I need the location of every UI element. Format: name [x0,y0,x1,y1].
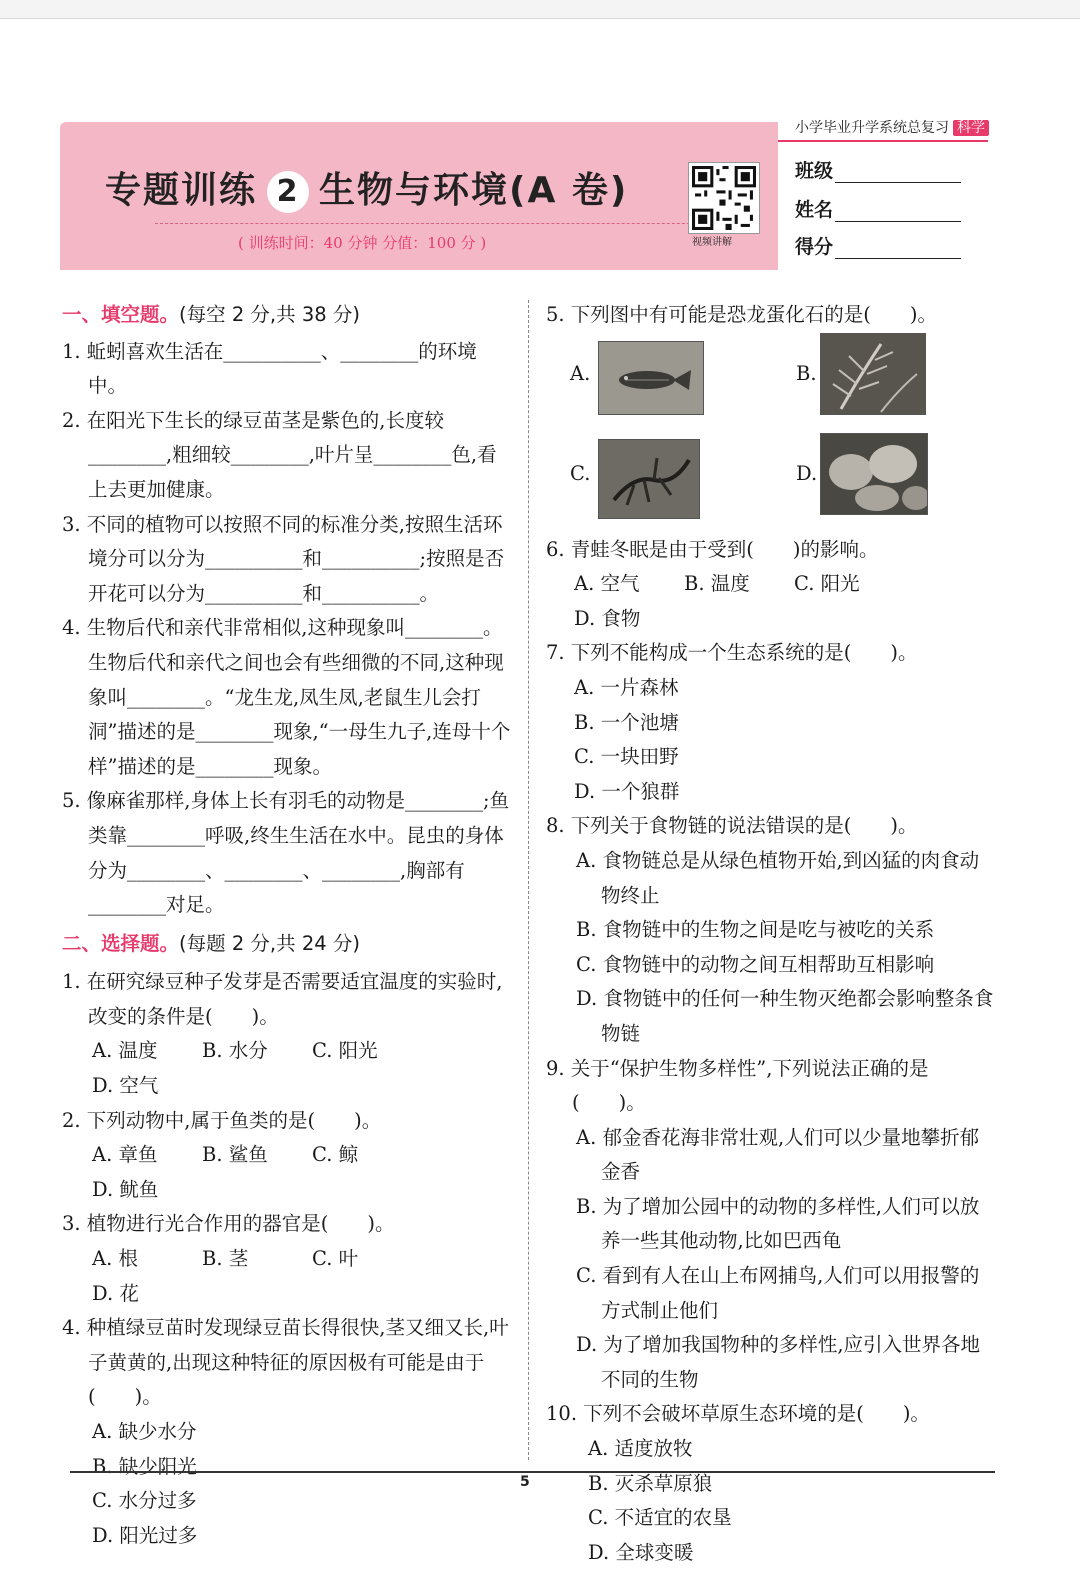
option-c[interactable]: C. 阳光 [312,1039,378,1063]
name-label: 姓名 [795,199,834,221]
option-a[interactable]: A. 适度放牧 [588,1437,693,1461]
section2-note: (每题 2 分,共 24 分) [179,931,360,955]
section1-note: (每空 2 分,共 38 分) [179,303,360,326]
option-c[interactable]: C. 一块田野 [574,745,679,769]
choice-7-options [546,671,996,809]
fill-question-1[interactable]: 1. 蚯蚓喜欢生活在__________、________的环境中。 [62,339,477,398]
fossil-row-1 [546,333,996,433]
qr-label: 视频讲解 [692,237,732,248]
section2-heading [62,927,512,962]
option-a[interactable]: A. 一片森林 [574,675,679,699]
option-b[interactable]: B. 缺少阳光 [92,1454,197,1478]
qr-code-icon[interactable] [688,162,760,234]
student-info-box [778,140,988,268]
choice-1-options [62,1034,512,1103]
option-d[interactable]: D. 阳光过多 [92,1523,198,1547]
series-label [795,117,989,137]
choice-question-1: 1. 在研究绿豆种子发芽是否需要适宜温度的实验时,改变的条件是( )。 [62,970,503,1028]
choice-question-3: 3. 植物进行光合作用的器官是( )。 [62,1212,395,1236]
option-c[interactable]: C. 不适宜的农垦 [588,1506,732,1530]
option-b[interactable]: B. 一个池塘 [574,710,679,734]
option-a[interactable]: A. 缺少水分 [92,1420,197,1443]
score-field[interactable] [795,232,961,259]
option-d[interactable]: D. [796,461,818,485]
choice-question-5: 5. 下列图中有可能是恐龙蛋化石的是( )。 [546,303,938,326]
section1-title: 一、填空题。 [62,303,180,326]
banner-dash-line [155,223,715,224]
option-b[interactable]: B. 茎 [202,1247,249,1271]
option-b[interactable]: B. 温度 [684,572,750,596]
choice-question-7: 7. 下列不能构成一个生态系统的是( )。 [546,641,918,665]
page-top-edge [0,0,1080,19]
series-text: 小学毕业升学系统总复习 [795,120,949,136]
option-a[interactable]: A. 温度 [92,1039,158,1063]
plant-fossil-image[interactable] [820,333,926,415]
right-column [546,298,996,1570]
q9-option-d[interactable]: D. 为了增加我国物种的多样性,应引入世界各地不同的生物 [576,1333,981,1391]
option-a[interactable]: A. 空气 [574,572,640,596]
option-a[interactable]: A. 根 [92,1247,138,1271]
fill-question-4[interactable]: 4. 生物后代和亲代非常相似,这种现象叫________。生物后代和亲代之间也会有些细微的不同,这种现象叫________。“龙生龙,凤生凤,老鼠生儿会打洞”描述的是________现象,“一母生九子,连母十个样”描述的是________现象。 [62,616,511,778]
fill-question-3[interactable]: 3. 不同的植物可以按照不同的标准分类,按照生活环境分可以分为__________和__________;按照是否开花可以分为__________和__________。 [62,512,505,605]
option-c[interactable]: C. 阳光 [794,572,860,596]
choice-question-9: 9. 关于“保护生物多样性”,下列说法正确的是( )。 [546,1056,929,1115]
option-c[interactable]: C. 水分过多 [92,1489,197,1513]
choice-question-8: 8. 下列关于食物链的说法错误的是( )。 [546,814,918,838]
column-divider [528,300,529,1460]
name-blank[interactable] [835,203,961,222]
class-label: 班级 [795,160,834,182]
option-d[interactable]: D. 食物 [574,606,641,630]
class-field[interactable] [795,156,961,183]
choice-question-10: 10. 下列不会破坏草原生态环境的是( )。 [546,1402,930,1426]
option-c[interactable]: C. 叶 [312,1247,359,1271]
title-main: 生物与环境(A 卷) [319,170,629,211]
name-field[interactable] [795,195,961,222]
q9-option-c[interactable]: C. 看到有人在山上布网捕鸟,人们可以用报警的方式制止他们 [576,1264,980,1322]
q9-option-a[interactable]: A. 郁金香花海非常壮观,人们可以少量地攀折郁金香 [576,1125,980,1184]
choice-question-2: 2. 下列动物中,属于鱼类的是( )。 [62,1108,382,1132]
option-d[interactable]: D. 空气 [92,1074,159,1098]
page-number: 5 [520,1474,530,1490]
score-blank[interactable] [835,240,961,259]
title-prefix: 专题训练 [105,170,258,211]
option-d[interactable]: D. 一个狼群 [574,779,680,803]
option-a[interactable]: A. 章鱼 [92,1143,158,1167]
fill-question-2[interactable]: 2. 在阳光下生长的绿豆苗茎是紫色的,长度较________,粗细较________,叶片呈________色,看上去更加健康。 [62,408,497,501]
fill-question-5[interactable]: 5. 像麻雀那样,身体上长有羽毛的动物是________;鱼类靠________呼吸,终生生活在水中。昆虫的身体分为________、________、________,胸部有________对足。 [62,789,510,917]
section2-title: 二、选择题。 [62,931,180,955]
title-banner [60,122,778,270]
option-c[interactable]: C. 鲸 [312,1143,359,1167]
option-d[interactable]: D. 花 [92,1281,139,1305]
section1-heading [62,298,512,333]
left-column [62,298,512,1553]
choice-3-options [62,1242,512,1311]
footer-rule [70,1471,995,1473]
q8-option-c[interactable]: C. 食物链中的动物之间互相帮助互相影响 [576,952,935,976]
time-score-subtitle: ( 训练时间：40 分钟 分值：100 分 ) [238,234,487,252]
subject-tag: 科学 [953,120,989,136]
option-d[interactable]: D. 鱿鱼 [92,1177,159,1201]
score-label: 得分 [795,236,834,258]
option-b[interactable]: B. [796,361,817,385]
choice-question-6: 6. 青蛙冬眠是由于受到( )的影响。 [546,537,879,561]
option-c[interactable]: C. [570,461,591,485]
q8-option-d[interactable]: D. 食物链中的任何一种生物灭绝都会影响整条食物链 [576,987,994,1045]
option-b[interactable]: B. 水分 [202,1039,268,1063]
choice-6-options [546,567,996,636]
choice-2-options [62,1138,512,1207]
fossil-row-2 [546,433,996,533]
choice-question-4: 4. 种植绿豆苗时发现绿豆苗长得很快,茎又细又长,叶子黄黄的,出现这种特征的原因极有可能是由于( )。 [62,1316,509,1409]
page-title [105,162,628,213]
option-a[interactable]: A. [570,361,591,385]
option-d[interactable]: D. 全球变暖 [588,1540,694,1564]
option-b[interactable]: B. 灭杀草原狼 [588,1471,713,1495]
q9-option-b[interactable]: B. 为了增加公园中的动物的多样性,人们可以放养一些其他动物,比如巴西龟 [576,1194,980,1253]
option-b[interactable]: B. 鲨鱼 [202,1143,268,1167]
q8-option-a[interactable]: A. 食物链总是从绿色植物开始,到凶猛的肉食动物终止 [576,848,980,907]
choice-4-options [62,1415,512,1553]
q8-option-b[interactable]: B. 食物链中的生物之间是吃与被吃的关系 [576,918,935,942]
egg-fossil-image[interactable] [820,433,928,515]
title-number: 2 [267,171,309,213]
choice-10-options [546,1432,996,1570]
fish-fossil-image[interactable] [598,341,704,415]
skeleton-fossil-image[interactable] [598,439,700,519]
class-blank[interactable] [835,164,961,183]
